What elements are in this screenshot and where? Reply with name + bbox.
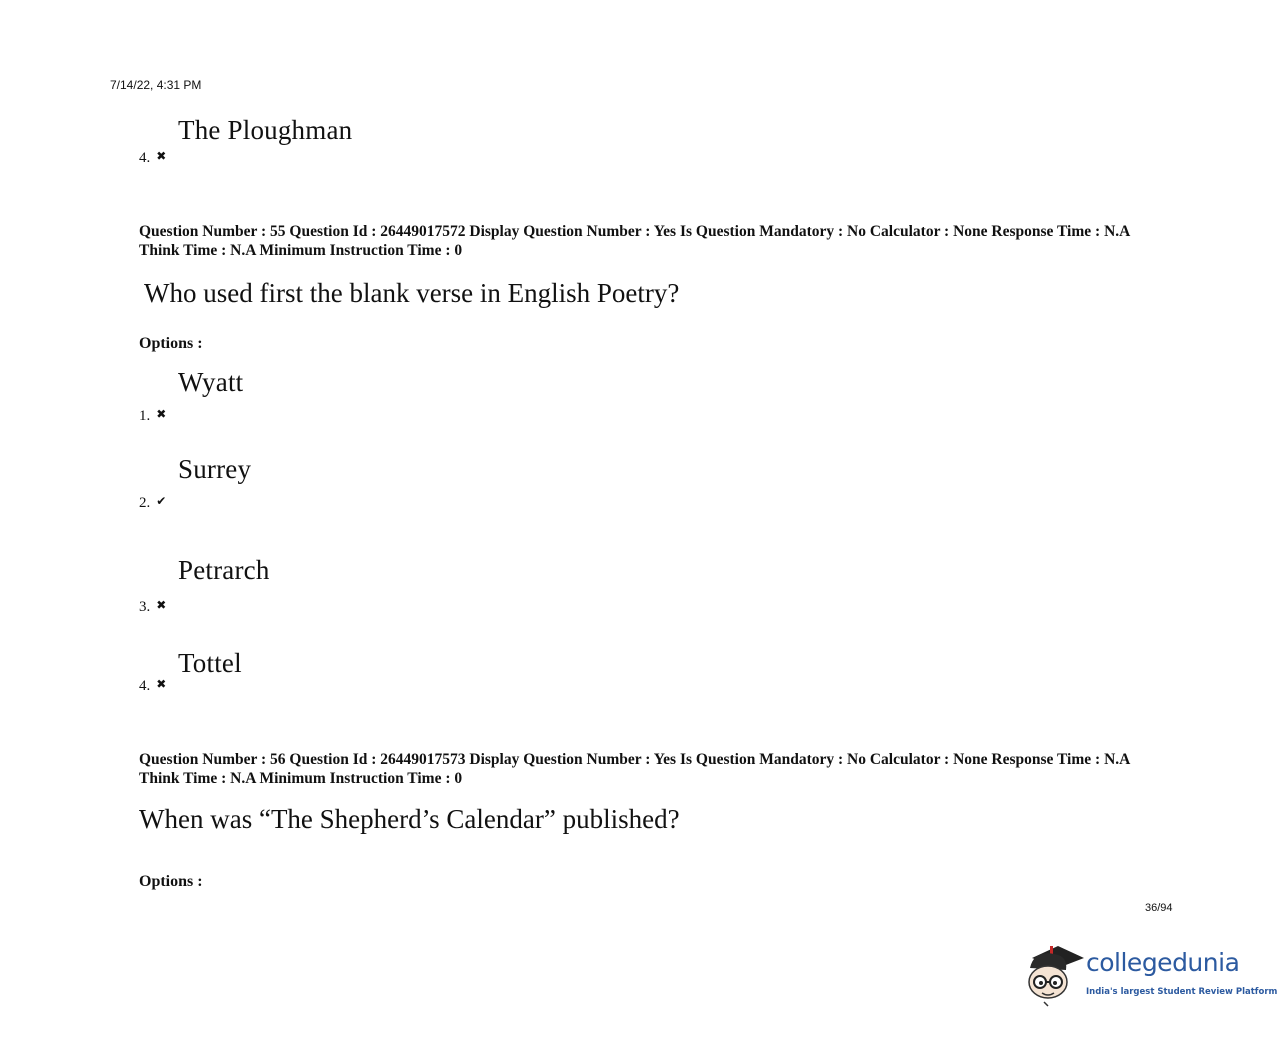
page-number: 36/94: [1145, 902, 1173, 914]
q55-option-1-number: [139, 408, 166, 425]
cross-icon: ✖: [156, 597, 167, 612]
option-number: 1.: [139, 408, 151, 424]
collegedunia-logo: [1024, 940, 1278, 1010]
prev-option-4-number: [139, 150, 166, 167]
option-number: 2.: [139, 495, 151, 511]
logo-tagline: India's largest Student Review Platform: [1086, 987, 1278, 997]
q55-options-label: Options :: [139, 335, 203, 352]
q55-meta: Question Number : 55 Question Id : 26449017572 Display Question Number : Yes Is Question Mandatory : No Calculator : None Response Time : N.A Think Time : N.A Minimum Instruction Time : 0: [139, 223, 1130, 259]
mascot-icon: [1024, 940, 1084, 1010]
q55-option-3-text: Petrarch: [178, 555, 270, 585]
logo-name: collegedunia: [1086, 948, 1240, 977]
option-number: 3.: [139, 599, 151, 615]
q56-options-label: Options :: [139, 873, 203, 890]
check-icon: ✔: [156, 493, 167, 508]
q56-meta: Question Number : 56 Question Id : 26449017573 Display Question Number : Yes Is Question Mandatory : No Calculator : None Response Time : N.A Think Time : N.A Minimum Instruction Time : 0: [139, 751, 1130, 787]
cross-icon: ✖: [156, 676, 167, 691]
prev-option-4-text: The Ploughman: [178, 115, 353, 145]
q56-question-text: When was “The Shepherd’s Calendar” published?: [139, 804, 680, 834]
q55-option-4-text: Tottel: [178, 648, 242, 678]
option-number: 4.: [139, 150, 151, 166]
q55-question-text: Who used first the blank verse in English Poetry?: [144, 278, 680, 308]
q55-option-1-text: Wyatt: [178, 367, 244, 397]
q55-option-2-number: [139, 495, 166, 512]
cross-icon: ✖: [156, 406, 167, 421]
print-timestamp: 7/14/22, 4:31 PM: [110, 78, 202, 92]
q55-option-2-text: Surrey: [178, 454, 252, 484]
q55-option-4-number: [139, 678, 166, 695]
q55-option-3-number: [139, 599, 166, 616]
option-number: 4.: [139, 678, 151, 694]
cross-icon: ✖: [156, 148, 167, 163]
